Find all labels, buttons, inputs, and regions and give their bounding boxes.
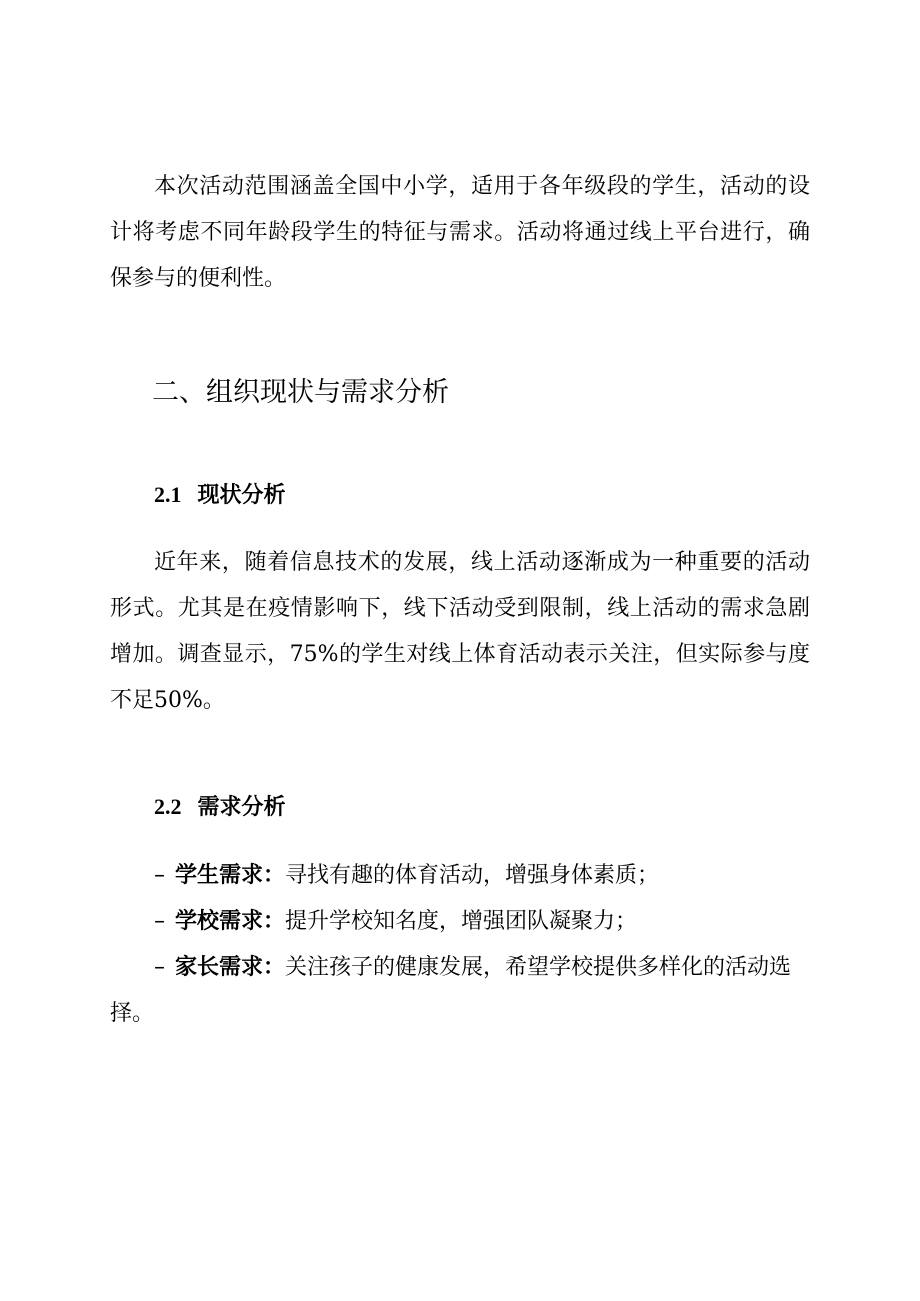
needs-list bbox=[0, 853, 920, 1037]
subsection-number: 2.2 bbox=[154, 794, 182, 819]
section-heading: 二、组织现状与需求分析 bbox=[152, 377, 449, 408]
subsection-title: 需求分析 bbox=[197, 795, 286, 820]
list-item bbox=[110, 899, 810, 945]
status-paragraph: 近年来，随着信息技术的发展，线上活动逐渐成为一种重要的活动形式。尤其是在疫情影响下，线下活动受到限制，线上活动的需求急剧增加。调查显示，75%的学生对线上体育活动表示关注，但实际参与度不足50%。 bbox=[110, 550, 810, 713]
intro-paragraph: 本次活动范围涵盖全国中小学，适用于各年级段的学生，活动的设计将考虑不同年龄段学生的特征与需求。活动将通过线上平台进行，确保参与的便利性。 bbox=[110, 174, 810, 291]
subsection-number: 2.1 bbox=[154, 482, 182, 507]
item-text: 提升学校知名度，增强团队凝聚力； bbox=[285, 909, 638, 934]
dash-bullet: – bbox=[154, 863, 165, 888]
item-label: 学校需求： bbox=[175, 909, 286, 934]
item-label: 学生需求： bbox=[175, 863, 286, 888]
dash-bullet: – bbox=[154, 955, 165, 980]
subsection-heading-status bbox=[154, 480, 794, 511]
subsection-heading-needs bbox=[154, 792, 794, 823]
item-text: 寻找有趣的体育活动，增强身体素质； bbox=[285, 863, 660, 888]
dash-bullet: – bbox=[154, 909, 165, 934]
list-item bbox=[110, 945, 810, 1037]
item-label: 家长需求： bbox=[175, 955, 286, 980]
list-item bbox=[110, 853, 810, 899]
subsection-title: 现状分析 bbox=[197, 483, 286, 508]
item-text: 关注孩子的健康发展，希望学校提供多样化的活动选择。 bbox=[110, 955, 792, 1026]
